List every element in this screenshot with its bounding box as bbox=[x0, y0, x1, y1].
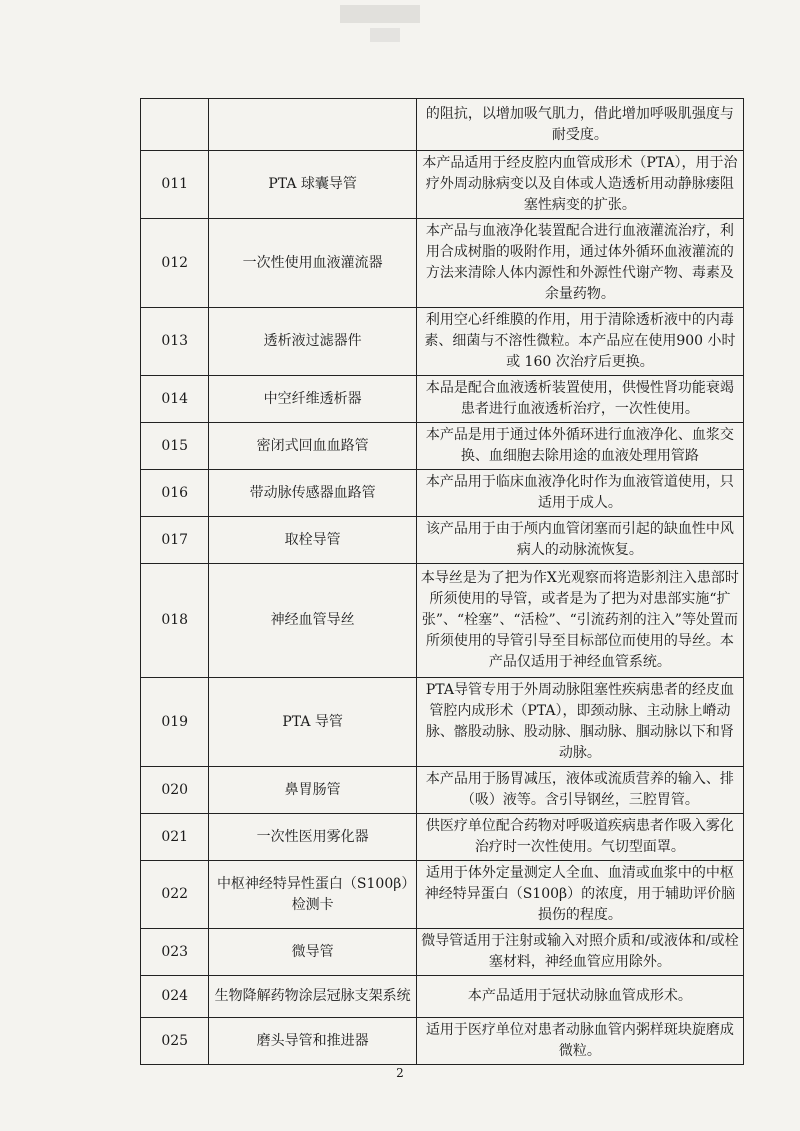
item-code: 013 bbox=[141, 308, 209, 376]
item-description: 本产品用于临床血液净化时作为血液管道使用，只适用于成人。 bbox=[416, 470, 743, 517]
table-row bbox=[141, 219, 744, 308]
item-name: 透析液过滤器件 bbox=[209, 308, 416, 376]
item-code: 015 bbox=[141, 423, 209, 470]
item-name: PTA 导管 bbox=[209, 678, 416, 767]
item-description: 供医疗单位配合药物对呼吸道疾病患者作吸入雾化治疗时一次性使用。气切型面罩。 bbox=[416, 814, 743, 861]
item-name: 带动脉传感器血路管 bbox=[209, 470, 416, 517]
item-name: 中空纤维透析器 bbox=[209, 376, 416, 423]
item-name: 取栓导管 bbox=[209, 517, 416, 564]
item-description: 本产品与血液净化装置配合进行血液灌流治疗，利用合成树脂的吸附作用，通过体外循环血液灌流的方法来清除人体内源性和外源性代谢产物、毒素及余量药物。 bbox=[416, 219, 743, 308]
item-description: 适用于体外定量测定人全血、血清或血浆中的中枢神经特异蛋白（S100β）的浓度，用于辅助评价脑损伤的程度。 bbox=[416, 861, 743, 929]
item-code: 014 bbox=[141, 376, 209, 423]
item-code: 024 bbox=[141, 976, 209, 1018]
table-row bbox=[141, 1018, 744, 1065]
table-row bbox=[141, 376, 744, 423]
item-description: 适用于医疗单位对患者动脉血管内粥样斑块旋磨成微粒。 bbox=[416, 1018, 743, 1065]
item-code: 022 bbox=[141, 861, 209, 929]
table-row bbox=[141, 517, 744, 564]
table-row bbox=[141, 151, 744, 219]
item-code: 023 bbox=[141, 929, 209, 976]
table-row bbox=[141, 678, 744, 767]
item-code: 018 bbox=[141, 564, 209, 678]
item-description: 的阻抗，以增加吸气肌力，借此增加呼吸肌强度与耐受度。 bbox=[416, 99, 743, 151]
item-code: 019 bbox=[141, 678, 209, 767]
item-description: 本产品是用于通过体外循环进行血液净化、血浆交换、血细胞去除用途的血液处理用管路 bbox=[416, 423, 743, 470]
item-code: 020 bbox=[141, 767, 209, 814]
item-description: 该产品用于由于颅内血管闭塞而引起的缺血性中风病人的动脉流恢复。 bbox=[416, 517, 743, 564]
table-row bbox=[141, 929, 744, 976]
item-name: 微导管 bbox=[209, 929, 416, 976]
table-row bbox=[141, 308, 744, 376]
item-name: 一次性使用血液灌流器 bbox=[209, 219, 416, 308]
item-name bbox=[209, 99, 416, 151]
table-row bbox=[141, 470, 744, 517]
item-name: 磨头导管和推进器 bbox=[209, 1018, 416, 1065]
item-code: 025 bbox=[141, 1018, 209, 1065]
table-row bbox=[141, 423, 744, 470]
item-description: 本产品用于肠胃减压，液体或流质营养的输入、排（吸）液等。含引导钢丝，三腔胃管。 bbox=[416, 767, 743, 814]
item-description: 本导丝是为了把为作X光观察而将造影剂注入患部时所须使用的导管，或者是为了把为对患部实施“扩张”、“栓塞”、“活检”、“引流药剂的注入”等处置而所须使用的导管引导至目标部位而使用的导丝。本产品仅适用于神经血管系统。 bbox=[416, 564, 743, 678]
table-row bbox=[141, 861, 744, 929]
table-row bbox=[141, 814, 744, 861]
item-description: 微导管适用于注射或输入对照介质和/或液体和/或栓塞材料，神经血管应用除外。 bbox=[416, 929, 743, 976]
item-name: 鼻胃肠管 bbox=[209, 767, 416, 814]
item-name: 一次性医用雾化器 bbox=[209, 814, 416, 861]
item-name: PTA 球囊导管 bbox=[209, 151, 416, 219]
item-description: PTA导管专用于外周动脉阻塞性疾病患者的经皮血管腔内成形术（PTA），即颈动脉、主动脉上嵴动脉、髂股动脉、股动脉、腘动脉、腘动脉以下和肾动脉。 bbox=[416, 678, 743, 767]
item-code: 016 bbox=[141, 470, 209, 517]
item-description: 本产品适用于冠状动脉血管成形术。 bbox=[416, 976, 743, 1018]
item-name: 中枢神经特异性蛋白（S100β）检测卡 bbox=[209, 861, 416, 929]
item-code bbox=[141, 99, 209, 151]
product-table bbox=[140, 98, 744, 1065]
item-code: 012 bbox=[141, 219, 209, 308]
item-code: 011 bbox=[141, 151, 209, 219]
item-description: 本产品适用于经皮腔内血管成形术（PTA），用于治疗外周动脉病变以及自体或人造透析用动静脉瘘阻塞性病变的扩张。 bbox=[416, 151, 743, 219]
item-name: 生物降解药物涂层冠脉支架系统 bbox=[209, 976, 416, 1018]
table-row bbox=[141, 767, 744, 814]
binding-mark-image bbox=[330, 0, 430, 60]
item-description: 利用空心纤维膜的作用，用于清除透析液中的内毒素、细菌与不溶性微粒。本产品应在使用900 小时或 160 次治疗后更换。 bbox=[416, 308, 743, 376]
table-row bbox=[141, 976, 744, 1018]
table-row bbox=[141, 99, 744, 151]
item-code: 017 bbox=[141, 517, 209, 564]
item-code: 021 bbox=[141, 814, 209, 861]
item-name: 神经血管导丝 bbox=[209, 564, 416, 678]
item-description: 本品是配合血液透析装置使用，供慢性肾功能衰竭患者进行血液透析治疗，一次性使用。 bbox=[416, 376, 743, 423]
page-number: 2 bbox=[396, 1066, 404, 1080]
table-row bbox=[141, 564, 744, 678]
item-name: 密闭式回血血路管 bbox=[209, 423, 416, 470]
